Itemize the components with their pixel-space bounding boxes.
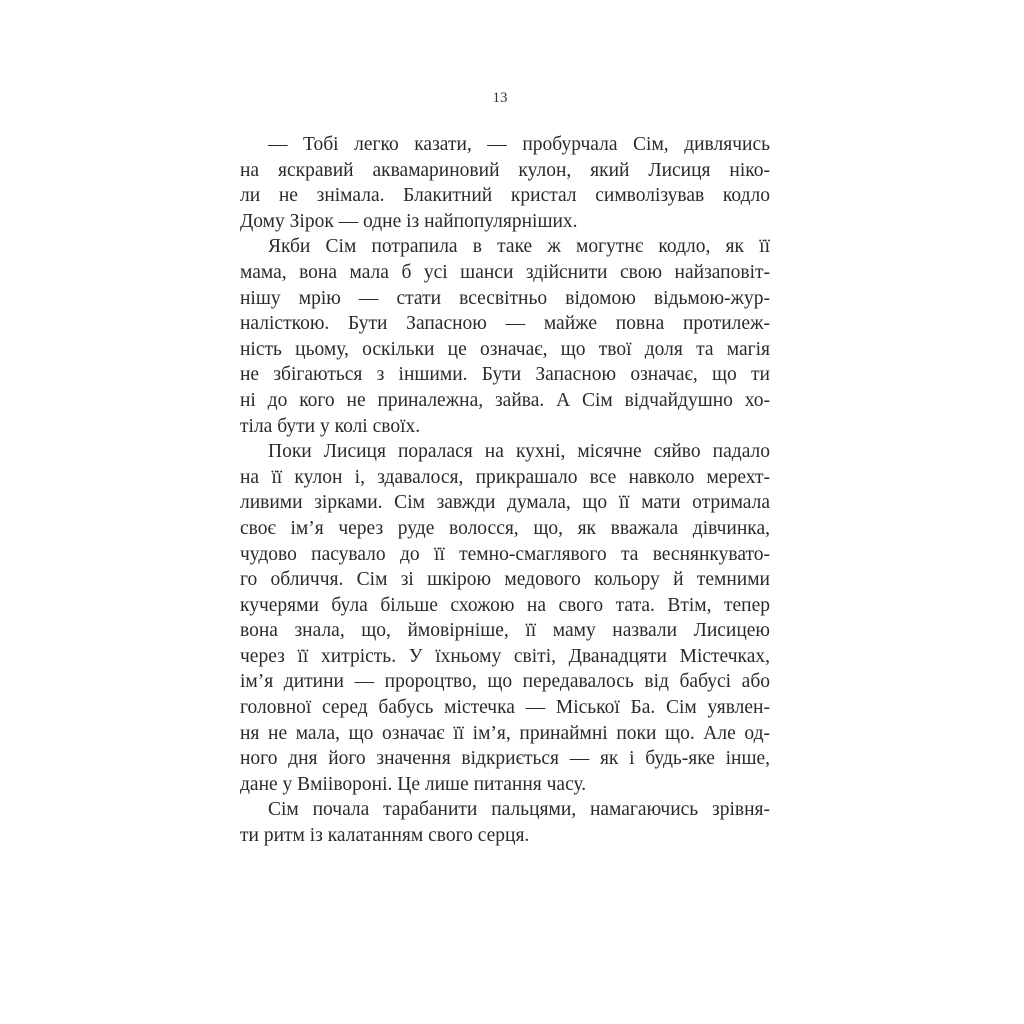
text-line: чудово пасувало до її темно-смаглявого та веснянкувато- (240, 543, 770, 565)
paragraph-3 (240, 439, 770, 797)
text-line: кучерями була більше схожою на свого тата. Втім, тепер (240, 594, 770, 616)
page-number: 13 (492, 90, 508, 106)
text-line: ти ритм із калатанням свого серця. (240, 825, 530, 847)
paragraph-1 (240, 132, 770, 234)
text-line: Дому Зірок — одне із найпопулярніших. (240, 210, 578, 232)
text-line: своє ім’я через руде волосся, що, як вважала дівчинка, (240, 517, 770, 539)
text-line: — Тобі легко казати, — пробурчала Сім, дивлячись (268, 134, 770, 155)
text-line: ні до кого не приналежна, зайва. А Сім відчайдушно хо- (240, 389, 770, 411)
text-line: на яскравий аквамариновий кулон, який Лисиця ніко- (240, 159, 770, 181)
text-line: ного дня його значення відкриється — як і будь-яке інше, (240, 748, 770, 770)
text-line: ність цьому, оскільки це означає, що твої доля та магія (240, 338, 770, 360)
text-line: Сім почала тарабанити пальцями, намагаючись зрівня- (268, 799, 770, 821)
text-line: нішу мрію — стати всесвітньо відомою відьмою-жур- (240, 287, 770, 309)
text-line: дане у Вміівороні. Це лише питання часу. (240, 773, 587, 795)
text-line: Поки Лисиця поралася на кухні, місячне сяйво падало (268, 441, 770, 463)
text-line: ім’я дитини — пророцтво, що передавалось від бабусі або (240, 671, 770, 693)
body-text (240, 132, 770, 849)
text-line: на її кулон і, здавалося, прикрашало все навколо мерехт- (240, 466, 770, 488)
text-line: ли не знімала. Блакитний кристал символізував кодло (240, 185, 770, 207)
text-line: тіла бути у колі своїх. (240, 415, 421, 437)
text-line: налісткою. Бути Запасною — майже повна протилеж- (240, 313, 770, 335)
paragraph-4 (240, 797, 770, 848)
text-line: вона знала, що, ймовірніше, її маму назвали Лисицею (240, 620, 770, 642)
text-line: го обличчя. Сім зі шкірою медового кольору й темними (240, 569, 770, 591)
text-line: ня не мала, що означає її ім’я, принаймні поки що. Але од- (240, 722, 770, 744)
text-line: Якби Сім потрапила в таке ж могутнє кодло, як її (268, 236, 770, 258)
text-line: не збігаються з іншими. Бути Запасною означає, що ти (240, 364, 770, 386)
text-line: мама, вона мала б усі шанси здійснити свою найзаповіт- (240, 261, 770, 283)
text-line: через її хитрість. У їхньому світі, Дванадцяти Містечках, (240, 645, 770, 667)
text-line: головної серед бабусь містечка — Міської Ба. Сім уявлен- (240, 697, 770, 719)
text-line: ливими зірками. Сім завжди думала, що її мати отримала (240, 492, 770, 514)
paragraph-2 (240, 234, 770, 439)
